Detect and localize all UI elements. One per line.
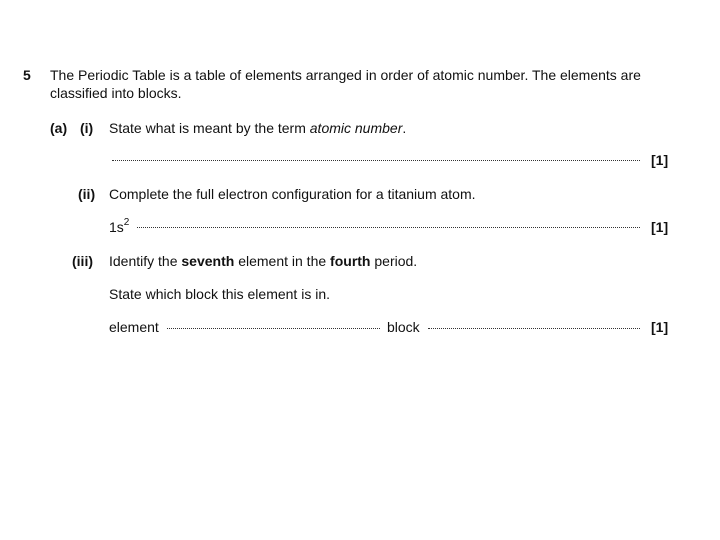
part-a-ii-answer-prefix <box>109 218 129 236</box>
iii-prompt-2: element in the <box>234 253 331 269</box>
part-a-ii-label: (ii) <box>78 186 96 202</box>
part-a-i-prompt-end: . <box>402 120 407 136</box>
question-intro-line-2: classified into blocks. <box>50 85 182 101</box>
marks-a-i: [1] <box>651 152 669 168</box>
part-a-iii-label: (iii) <box>72 253 93 269</box>
part-a-ii-prompt: Complete the full electron configuration for a titanium atom. <box>109 186 476 202</box>
iii-prompt-bold-1: seventh <box>181 253 235 269</box>
answer-line-block[interactable] <box>428 328 640 329</box>
part-a-iii-prompt <box>109 252 417 270</box>
block-label: block <box>387 319 420 335</box>
answer-line-a-ii[interactable] <box>137 227 640 228</box>
iii-prompt-3: period. <box>370 253 418 269</box>
question-number: 5 <box>23 67 31 83</box>
answer-prefix-base: 1s <box>109 219 124 235</box>
question-intro-line-1: The Periodic Table is a table of elements arranged in order of atomic number. The elements are <box>50 67 641 83</box>
part-a-i-prompt-term: atomic number <box>309 120 403 136</box>
part-a-iii-subprompt: State which block this element is in. <box>109 286 330 302</box>
part-a-label: (a) <box>50 120 68 136</box>
answer-line-element[interactable] <box>167 328 380 329</box>
answer-prefix-superscript: 2 <box>123 217 130 229</box>
part-a-i-prompt <box>109 119 406 137</box>
marks-a-iii: [1] <box>651 319 669 335</box>
element-label: element <box>109 319 159 335</box>
iii-prompt-bold-2: fourth <box>330 253 371 269</box>
answer-line-a-i[interactable] <box>112 160 640 161</box>
marks-a-ii: [1] <box>651 219 669 235</box>
iii-prompt-1: Identify the <box>109 253 182 269</box>
part-a-i-prompt-text: State what is meant by the term <box>109 120 310 136</box>
part-a-i-label: (i) <box>80 120 94 136</box>
